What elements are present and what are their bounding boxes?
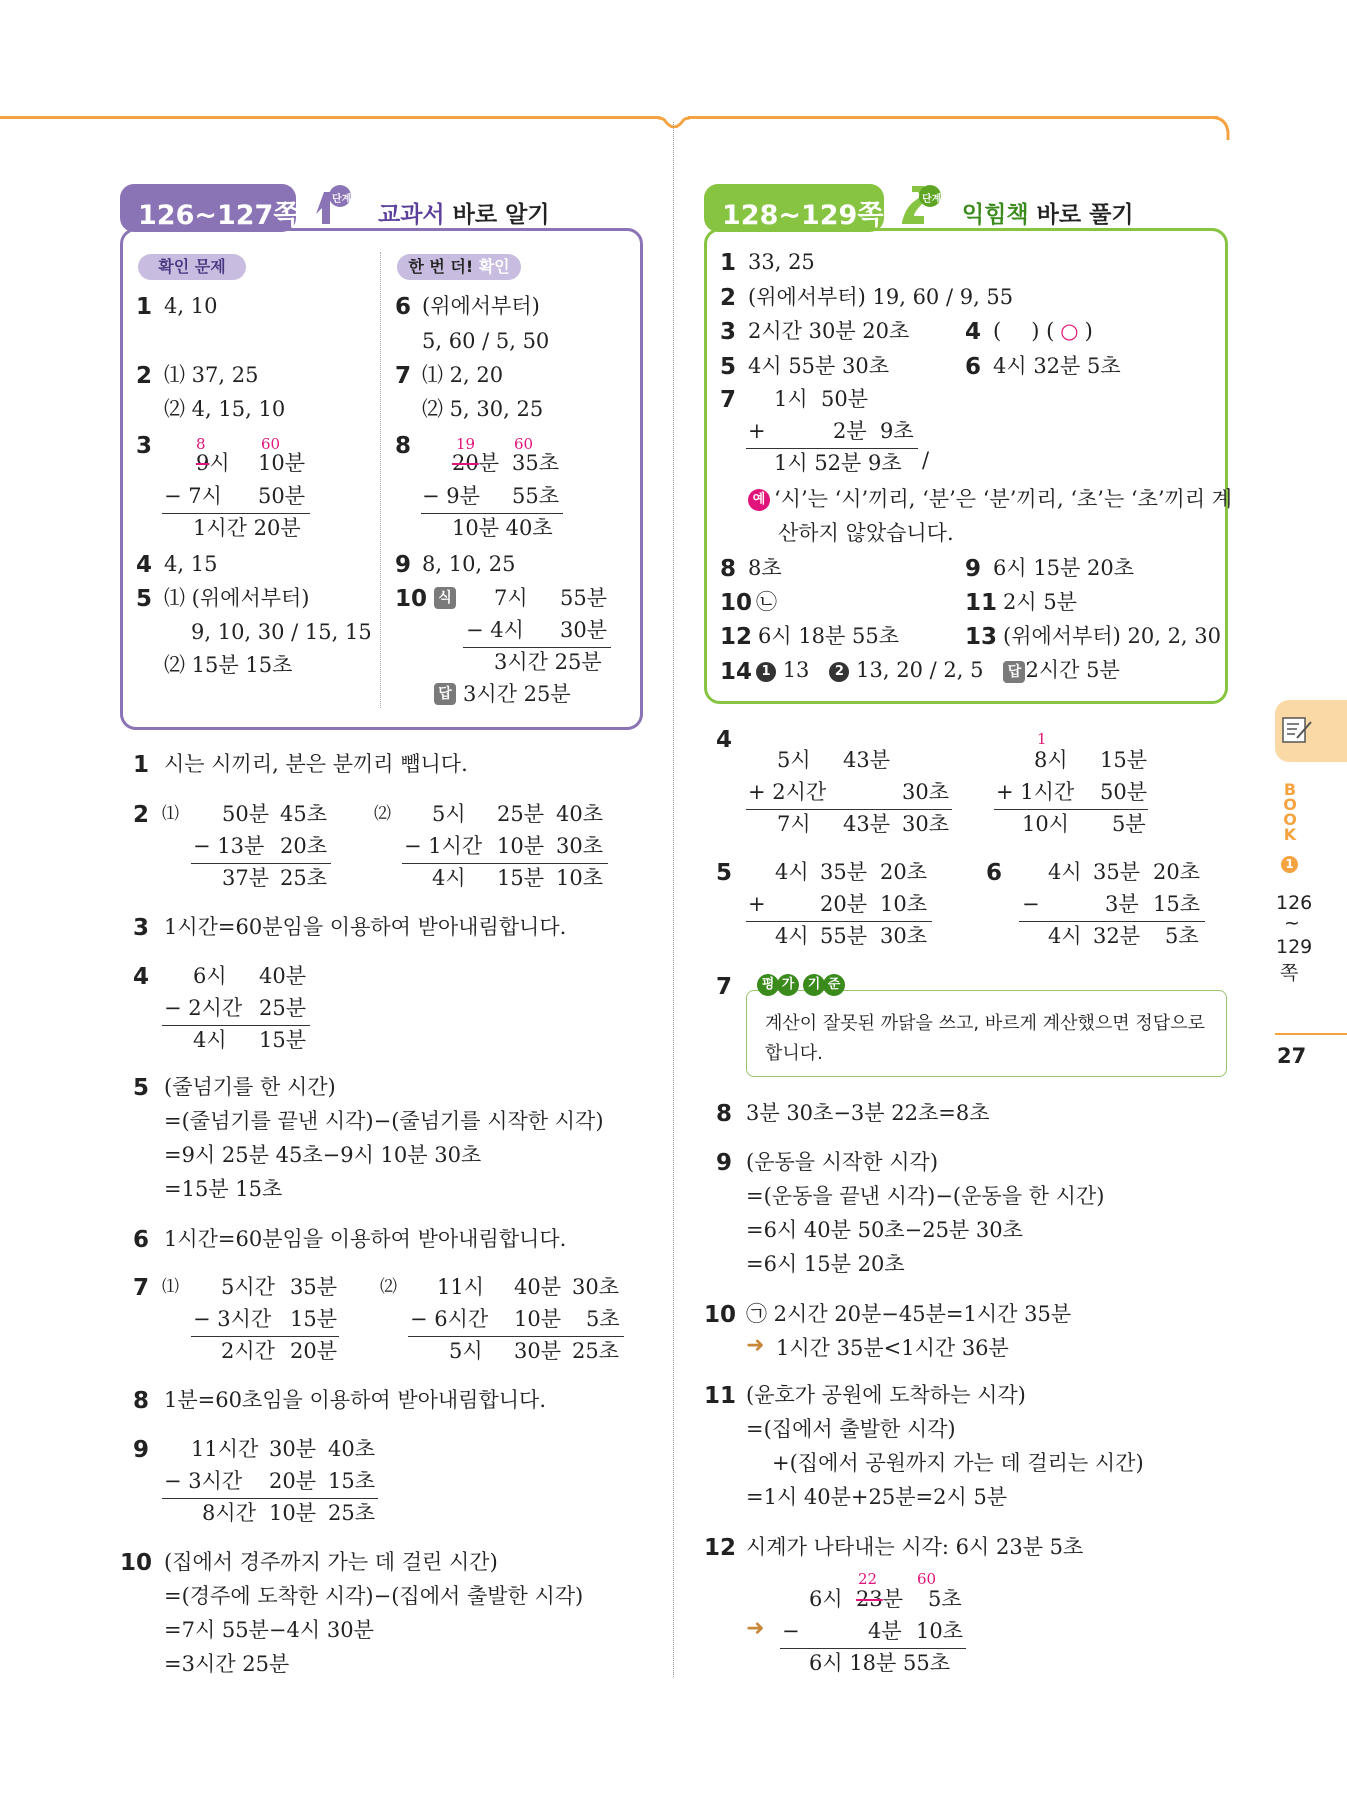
ls4-r1b: 40분 xyxy=(259,964,307,988)
top-border-left xyxy=(0,116,660,119)
lq4-num: 4 xyxy=(136,552,153,578)
ls2-l1: ⑴ xyxy=(162,804,179,824)
rq7-r2a: + xyxy=(748,419,766,443)
criteria-badge-2: 기 xyxy=(803,974,825,996)
ls4-r2a: − 2시간 xyxy=(164,996,243,1020)
ls9-r3c: 25초 xyxy=(328,1501,376,1525)
lq10-r1b: 55분 xyxy=(560,586,608,610)
lq10-r2b: 30분 xyxy=(560,618,608,642)
rq14-ans xyxy=(756,660,1120,683)
lq10-num: 10 xyxy=(395,586,428,612)
rs12-r2a: − xyxy=(782,1619,800,1643)
right-page-range: 128~129쪽 xyxy=(722,200,884,231)
ls10-l1: (집에서 경주까지 가는 데 걸린 시간) xyxy=(164,1550,498,1574)
lq10-r1a: 7시 xyxy=(494,586,528,610)
rs4-a2: 43분 xyxy=(843,748,891,772)
lq3-r2a: − 7시 xyxy=(164,484,222,508)
rs6-a5: 3분 xyxy=(1105,892,1139,916)
rq7-slash: / xyxy=(922,448,930,472)
rs6-num: 6 xyxy=(986,860,1003,886)
rs4-a5: 7시 xyxy=(777,812,811,836)
step1-label: 단계 xyxy=(332,194,352,205)
ls8-text: 1분=60초임을 이용하여 받아내림합니다. xyxy=(164,1388,546,1412)
rq8-num: 8 xyxy=(720,556,737,582)
ls6-num: 6 xyxy=(133,1227,150,1253)
rq11-ans: 2시 5분 xyxy=(1003,590,1077,614)
rs4-num: 4 xyxy=(716,727,733,753)
lq5-num: 5 xyxy=(136,586,153,612)
rs4-a1: 5시 xyxy=(777,748,811,772)
rq9-num: 9 xyxy=(965,556,982,582)
lq8-r2b: 55초 xyxy=(512,484,560,508)
rs8-num: 8 xyxy=(716,1101,733,1127)
lq8-num: 8 xyxy=(395,433,412,459)
rs4-b6: 5분 xyxy=(1112,812,1146,836)
ls3-num: 3 xyxy=(133,915,150,941)
rs9-l3: =6시 40분 50초−25분 30초 xyxy=(746,1218,1023,1242)
lq10-sik xyxy=(434,587,456,609)
ls2-a6: 25초 xyxy=(280,866,328,890)
lq8-line xyxy=(421,513,563,514)
ls2-num: 2 xyxy=(133,802,150,828)
rs6-a3: 20초 xyxy=(1153,860,1201,884)
rq14-v2: 13, 20 / 2, 5 xyxy=(856,658,984,682)
ls4-num: 4 xyxy=(133,964,150,990)
rs12-r1d: 5초 xyxy=(928,1587,962,1611)
rs4-line1 xyxy=(746,809,952,810)
criteria-badge xyxy=(757,973,845,996)
rq4-circle: ○ xyxy=(1060,319,1079,343)
rq3-ans: 2시간 30분 20초 xyxy=(748,319,910,343)
ls2-b9: 10초 xyxy=(556,866,604,890)
rs11-l2: =(집에서 출발한 시각) xyxy=(746,1417,956,1441)
lq3-r1 xyxy=(196,453,230,474)
lq8-r1c: 35초 xyxy=(512,451,560,475)
rs4-b1: 8시 xyxy=(1034,748,1068,772)
lq1-num: 1 xyxy=(136,294,153,320)
top-border-right xyxy=(688,116,1218,119)
lq2-num: 2 xyxy=(136,363,153,389)
lq8-r1a: 20 xyxy=(452,451,479,475)
ls2-b3: 40초 xyxy=(556,802,604,826)
rs5-num: 5 xyxy=(716,860,733,886)
rs12-line xyxy=(780,1648,966,1649)
ls7-b4: − 6시간 xyxy=(410,1307,489,1331)
badge-once-more xyxy=(397,254,521,280)
rs5-a7: 4시 xyxy=(775,924,809,948)
criteria-text1: 계산이 잘못된 까닭을 쓰고, 바르게 계산했으면 정답으로 xyxy=(765,1013,1205,1034)
ls5-l3: =9시 25분 45초−9시 10분 30초 xyxy=(164,1143,482,1167)
rs4-b2: 15분 xyxy=(1100,748,1148,772)
ls9-r3b: 10분 xyxy=(269,1501,317,1525)
rs4-b5: 10시 xyxy=(1022,812,1070,836)
ls7-line1 xyxy=(191,1336,339,1337)
ls5-l4: =15분 15초 xyxy=(164,1177,283,1201)
ls7-b3: 30초 xyxy=(572,1275,620,1299)
badge2-a: 한 번 더! xyxy=(408,257,474,276)
ls3-text: 1시간=60분임을 이용하여 받아내림합니다. xyxy=(164,915,567,939)
arrow-icon: ➜ xyxy=(746,1333,765,1358)
rq14-num: 14 xyxy=(720,659,753,685)
lq4-ans: 4, 15 xyxy=(164,552,218,576)
left-page-tab xyxy=(120,184,300,232)
rq12-ans: 6시 18분 55초 xyxy=(758,624,900,648)
lq3-line xyxy=(162,513,310,514)
rs4-a4: 30초 xyxy=(902,780,950,804)
side-tab xyxy=(1275,700,1347,762)
rs12-r1b: 23 xyxy=(856,1587,883,1611)
rq12-num: 12 xyxy=(720,624,753,650)
rs4-carry: 1 xyxy=(1037,730,1047,748)
rs9-num: 9 xyxy=(716,1150,733,1176)
lq3-carry2: 60 xyxy=(261,435,281,453)
rs6-a9: 5초 xyxy=(1165,924,1199,948)
ls4-r2b: 25분 xyxy=(259,996,307,1020)
rs7-num: 7 xyxy=(716,974,733,1000)
rs9-l1: (운동을 시작한 시각) xyxy=(746,1150,939,1174)
rs11-l3: +(집에서 공원까지 가는 데 걸리는 시간) xyxy=(772,1451,1144,1475)
arrow-icon-2: ➜ xyxy=(746,1616,765,1641)
page-number: 27 xyxy=(1277,1044,1307,1068)
ls7-line2 xyxy=(408,1336,624,1337)
lq3-num: 3 xyxy=(136,433,153,459)
ls5-l1: (줄넘기를 한 시간) xyxy=(164,1075,336,1099)
rq13-num: 13 xyxy=(965,624,998,650)
ls9-r1c: 40초 xyxy=(328,1437,376,1461)
ls7-b7: 5시 xyxy=(449,1339,483,1363)
rq6-num: 6 xyxy=(965,354,982,380)
note-icon xyxy=(1279,712,1315,748)
ls2-b6: 30초 xyxy=(556,834,604,858)
rq4-a: ( xyxy=(993,319,1002,343)
rs5-a6: 10초 xyxy=(880,892,928,916)
rq2-ans: (위에서부터) 19, 60 / 9, 55 xyxy=(748,285,1014,309)
rq11-num: 11 xyxy=(965,590,998,616)
criteria-badge-3: 준 xyxy=(823,974,845,996)
rs6-line xyxy=(1019,921,1205,922)
lq5-1: ⑴ (위에서부터) xyxy=(164,586,310,610)
ls5-l2: =(줄넘기를 끝낸 시각)−(줄넘기를 시작한 시각) xyxy=(164,1109,604,1133)
rq7-exp2: 산하지 않았습니다. xyxy=(778,521,954,545)
rq2-num: 2 xyxy=(720,285,737,311)
rq10-ans: ㉡ xyxy=(756,590,777,614)
top-border-notch xyxy=(656,108,692,128)
ls10-l3: =7시 55분−4시 30분 xyxy=(164,1618,374,1642)
rq14-v1: 13 xyxy=(782,658,810,682)
left-page-range: 126~127쪽 xyxy=(138,200,300,231)
lq3-r1b: 시 xyxy=(209,451,230,475)
rs5-a9: 30초 xyxy=(880,924,928,948)
right-title-b: 바로 풀기 xyxy=(1028,202,1134,228)
rq7-r3: 1시 52분 9초 xyxy=(774,451,902,475)
lq8-carry2: 60 xyxy=(514,435,534,453)
rs9-l2: =(운동을 끝낸 시각)−(운동을 한 시간) xyxy=(746,1184,1105,1208)
rq7-r2b: 2분 xyxy=(833,419,867,443)
left-section-title xyxy=(378,196,550,229)
lq3-carry1: 8 xyxy=(196,435,206,453)
lq3-r1a: 9 xyxy=(196,451,210,475)
criteria-text2: 합니다. xyxy=(765,1043,823,1064)
ls7-l2: ⑵ xyxy=(380,1277,397,1297)
badge-confirm: 확인 문제 xyxy=(138,254,246,280)
rs12-r2b: 4분 xyxy=(868,1619,902,1643)
lq10-dap xyxy=(434,683,456,705)
lq1-ans: 4, 10 xyxy=(164,294,218,318)
lq7-num: 7 xyxy=(395,363,412,389)
lq10-ans: 3시간 25분 xyxy=(463,682,571,706)
rs5-a3: 20초 xyxy=(880,860,928,884)
right-page-tab xyxy=(704,184,884,232)
rs12-r3: 6시 18분 55초 xyxy=(809,1651,951,1675)
rs12-r2c: 10초 xyxy=(916,1619,964,1643)
rq3-num: 3 xyxy=(720,319,737,345)
rs4-a3: + 2시간 xyxy=(748,780,827,804)
ls6-text: 1시간=60분임을 이용하여 받아내림합니다. xyxy=(164,1227,567,1251)
rq5-ans: 4시 55분 30초 xyxy=(748,354,890,378)
ls7-a2: 35분 xyxy=(290,1275,338,1299)
lq6-b: 5, 60 / 5, 50 xyxy=(422,329,550,353)
rs12-r1bc xyxy=(856,1589,903,1610)
ls9-num: 9 xyxy=(133,1437,150,1463)
rs12-carry1: 22 xyxy=(858,1570,878,1588)
ls2-a1: 50분 xyxy=(222,802,270,826)
ls10-l2: =(경주에 도착한 시각)−(집에서 출발한 시각) xyxy=(164,1584,584,1608)
rs6-a8: 32분 xyxy=(1093,924,1141,948)
range-unit: 쪽 xyxy=(1280,962,1299,984)
ls7-num: 7 xyxy=(133,1275,150,1301)
rs10-l1: ㉠ 2시간 20분−45분=1시간 35분 xyxy=(746,1302,1072,1326)
rq5-num: 5 xyxy=(720,354,737,380)
rq14-dap: 답 xyxy=(1003,661,1025,683)
rs9-l4: =6시 15분 20초 xyxy=(746,1252,905,1276)
rq14-answer: 2시간 5분 xyxy=(1025,658,1120,682)
ls7-b9: 25초 xyxy=(572,1339,620,1363)
lq8-r2a: − 9분 xyxy=(422,484,480,508)
ls2-a5: 37분 xyxy=(222,866,270,890)
rq4-d: ) xyxy=(1084,319,1093,343)
rs5-a8: 55분 xyxy=(820,924,868,948)
book-label: BOOK xyxy=(1283,780,1297,844)
rq10-num: 10 xyxy=(720,590,753,616)
lq2-1: ⑴ 37, 25 xyxy=(164,363,259,387)
ls9-r1b: 30분 xyxy=(269,1437,317,1461)
rs6-a1: 4시 xyxy=(1048,860,1082,884)
rs11-l1: (윤호가 공원에 도착하는 시각) xyxy=(746,1383,1026,1407)
ls2-b8: 15분 xyxy=(497,866,545,890)
left-box-divider xyxy=(380,252,381,708)
ls7-l1: ⑴ xyxy=(162,1277,179,1297)
ls2-a2: 45초 xyxy=(280,802,328,826)
lq8-r1b: 분 xyxy=(478,451,500,475)
rs5-a4: + xyxy=(748,892,766,916)
rs4-a7: 30초 xyxy=(902,812,950,836)
side-divider xyxy=(1275,1033,1347,1035)
example-icon: 예 xyxy=(748,489,770,511)
lq9-num: 9 xyxy=(395,552,412,578)
rs5-line xyxy=(746,921,932,922)
rs4-a6: 43분 xyxy=(843,812,891,836)
ls2-b2: 25분 xyxy=(497,802,545,826)
lq9-ans: 8, 10, 25 xyxy=(422,552,516,576)
lq7-2: ⑵ 5, 30, 25 xyxy=(422,397,544,421)
rq1-num: 1 xyxy=(720,250,737,276)
rs12-num: 12 xyxy=(704,1535,737,1561)
lq5-2: ⑵ 15분 15초 xyxy=(164,653,293,677)
rs4-b4: 50분 xyxy=(1100,780,1148,804)
lq6-num: 6 xyxy=(395,294,412,320)
rq7-r1b: 50분 xyxy=(821,387,869,411)
ls10-l4: =3시간 25분 xyxy=(164,1652,290,1676)
book-number: 1 xyxy=(1281,856,1298,873)
rs10-num: 10 xyxy=(704,1302,737,1328)
ls9-r2c: 15초 xyxy=(328,1469,376,1493)
ls9-r3a: 8시간 xyxy=(202,1501,256,1525)
dap-box: 답 xyxy=(434,683,456,705)
rs6-a6: 15초 xyxy=(1153,892,1201,916)
rs5-a1: 4시 xyxy=(775,860,809,884)
ls4-r3b: 15분 xyxy=(259,1028,307,1052)
rq14-c1: 1 xyxy=(756,662,776,682)
ls9-line xyxy=(162,1498,378,1499)
rq4-b: ) ( xyxy=(1031,319,1055,343)
rq4-num: 4 xyxy=(965,319,982,345)
rq14-c2: 2 xyxy=(829,662,849,682)
ls7-a1: 5시간 xyxy=(221,1275,275,1299)
ls10-num: 10 xyxy=(120,1550,153,1576)
ls7-a4: 15분 xyxy=(290,1307,338,1331)
right-title-a: 익힘책 xyxy=(962,202,1029,228)
rs10-l2: 1시간 35분<1시간 36분 xyxy=(776,1336,1009,1360)
rs12-r1c: 분 xyxy=(882,1587,904,1611)
ls7-b1: 11시 xyxy=(437,1275,485,1299)
rs6-a4: − xyxy=(1022,892,1040,916)
ls2-l2: ⑵ xyxy=(374,804,391,824)
rq7-num: 7 xyxy=(720,387,737,413)
rq13-ans: (위에서부터) 20, 2, 30 xyxy=(1003,624,1221,648)
ls9-r2b: 20분 xyxy=(269,1469,317,1493)
left-title-a: 교과서 xyxy=(378,202,445,228)
ls7-b2: 40분 xyxy=(514,1275,562,1299)
ls7-b5: 10분 xyxy=(514,1307,562,1331)
rq7-exp1: ‘시’는 ‘시’끼리, ‘분’은 ‘분’끼리, ‘초’는 ‘초’끼리 계 xyxy=(774,487,1233,511)
ls2-a3: − 13분 xyxy=(193,834,265,858)
rs11-num: 11 xyxy=(704,1383,737,1409)
rq7-r2c: 9초 xyxy=(880,419,914,443)
lq6-a: (위에서부터) xyxy=(422,294,540,318)
ls2-b1: 5시 xyxy=(432,802,466,826)
lq2-2: ⑵ 4, 15, 10 xyxy=(164,397,286,421)
criteria-badge-1: 가 xyxy=(777,974,799,996)
ls2-line2 xyxy=(402,863,608,864)
ls8-num: 8 xyxy=(133,1388,150,1414)
lq3-r3: 1시간 20분 xyxy=(193,516,301,540)
ls7-a6: 20분 xyxy=(290,1339,338,1363)
rq1-ans: 33, 25 xyxy=(748,250,815,274)
ls2-line1 xyxy=(191,863,331,864)
rs6-a2: 35분 xyxy=(1093,860,1141,884)
lq10-line xyxy=(463,647,611,648)
ls7-b6: 5초 xyxy=(586,1307,620,1331)
ls7-b8: 30분 xyxy=(514,1339,562,1363)
rs8-text: 3분 30초−3분 22초=8초 xyxy=(746,1101,990,1125)
rq4-ans xyxy=(993,321,1093,342)
ls7-a3: − 3시간 xyxy=(193,1307,272,1331)
lq3-r2b: 50분 xyxy=(258,484,306,508)
lq5-1b: 9, 10, 30 / 15, 15 xyxy=(191,620,372,644)
rq7-r1a: 1시 xyxy=(774,387,808,411)
top-border-corner xyxy=(1212,116,1232,140)
center-divider xyxy=(673,122,674,1677)
rs4-b3: + 1시간 xyxy=(996,780,1075,804)
range-end: 129 xyxy=(1276,936,1313,958)
ls9-r2a: − 3시간 xyxy=(164,1469,243,1493)
left-title-b: 바로 알기 xyxy=(444,202,550,228)
rq7-line xyxy=(746,448,918,449)
lq8-r1 xyxy=(452,453,499,474)
lq8-carry1: 19 xyxy=(456,435,476,453)
rs12-l1: 시계가 나타내는 시각: 6시 23분 5초 xyxy=(746,1535,1084,1559)
sik-box: 식 xyxy=(434,587,456,609)
ls2-b4: − 1시간 xyxy=(404,834,483,858)
ls5-num: 5 xyxy=(133,1075,150,1101)
ls4-r1a: 6시 xyxy=(193,964,227,988)
lq7-1: ⑴ 2, 20 xyxy=(422,363,504,387)
rq6-ans: 4시 32분 5초 xyxy=(993,354,1121,378)
ls9-r1a: 11시간 xyxy=(191,1437,259,1461)
rs11-l4: =1시 40분+25분=2시 5분 xyxy=(746,1485,1008,1509)
lq3-r1c: 10분 xyxy=(258,451,306,475)
rs12-r1a: 6시 xyxy=(809,1587,843,1611)
ls2-b7: 4시 xyxy=(432,866,466,890)
ls2-b5: 10분 xyxy=(497,834,545,858)
right-section-title xyxy=(962,196,1134,229)
rs6-a7: 4시 xyxy=(1048,924,1082,948)
range-tilde: ~ xyxy=(1284,912,1300,934)
range-start: 126 xyxy=(1276,892,1313,914)
ls1-num: 1 xyxy=(133,752,150,778)
criteria-badge-0: 평 xyxy=(757,974,779,996)
lq10-r3: 3시간 25분 xyxy=(494,650,602,674)
lq8-r3: 10분 40초 xyxy=(452,516,553,540)
rq9-ans: 6시 15분 20초 xyxy=(993,556,1135,580)
rs5-a2: 35분 xyxy=(820,860,868,884)
ls2-a4: 20초 xyxy=(280,834,328,858)
ls4-r3a: 4시 xyxy=(193,1028,227,1052)
badge2-b: 확인 xyxy=(473,257,510,276)
rq8-ans: 8초 xyxy=(748,556,782,580)
rs4-line2 xyxy=(994,809,1148,810)
ls7-a5: 2시간 xyxy=(221,1339,275,1363)
rs5-a5: 20분 xyxy=(820,892,868,916)
ls4-line xyxy=(162,1025,310,1026)
lq10-r2a: − 4시 xyxy=(466,618,524,642)
rs12-carry2: 60 xyxy=(917,1570,937,1588)
step2-label: 단계 xyxy=(922,194,942,205)
ls1-text: 시는 시끼리, 분은 분끼리 뺍니다. xyxy=(164,752,468,776)
